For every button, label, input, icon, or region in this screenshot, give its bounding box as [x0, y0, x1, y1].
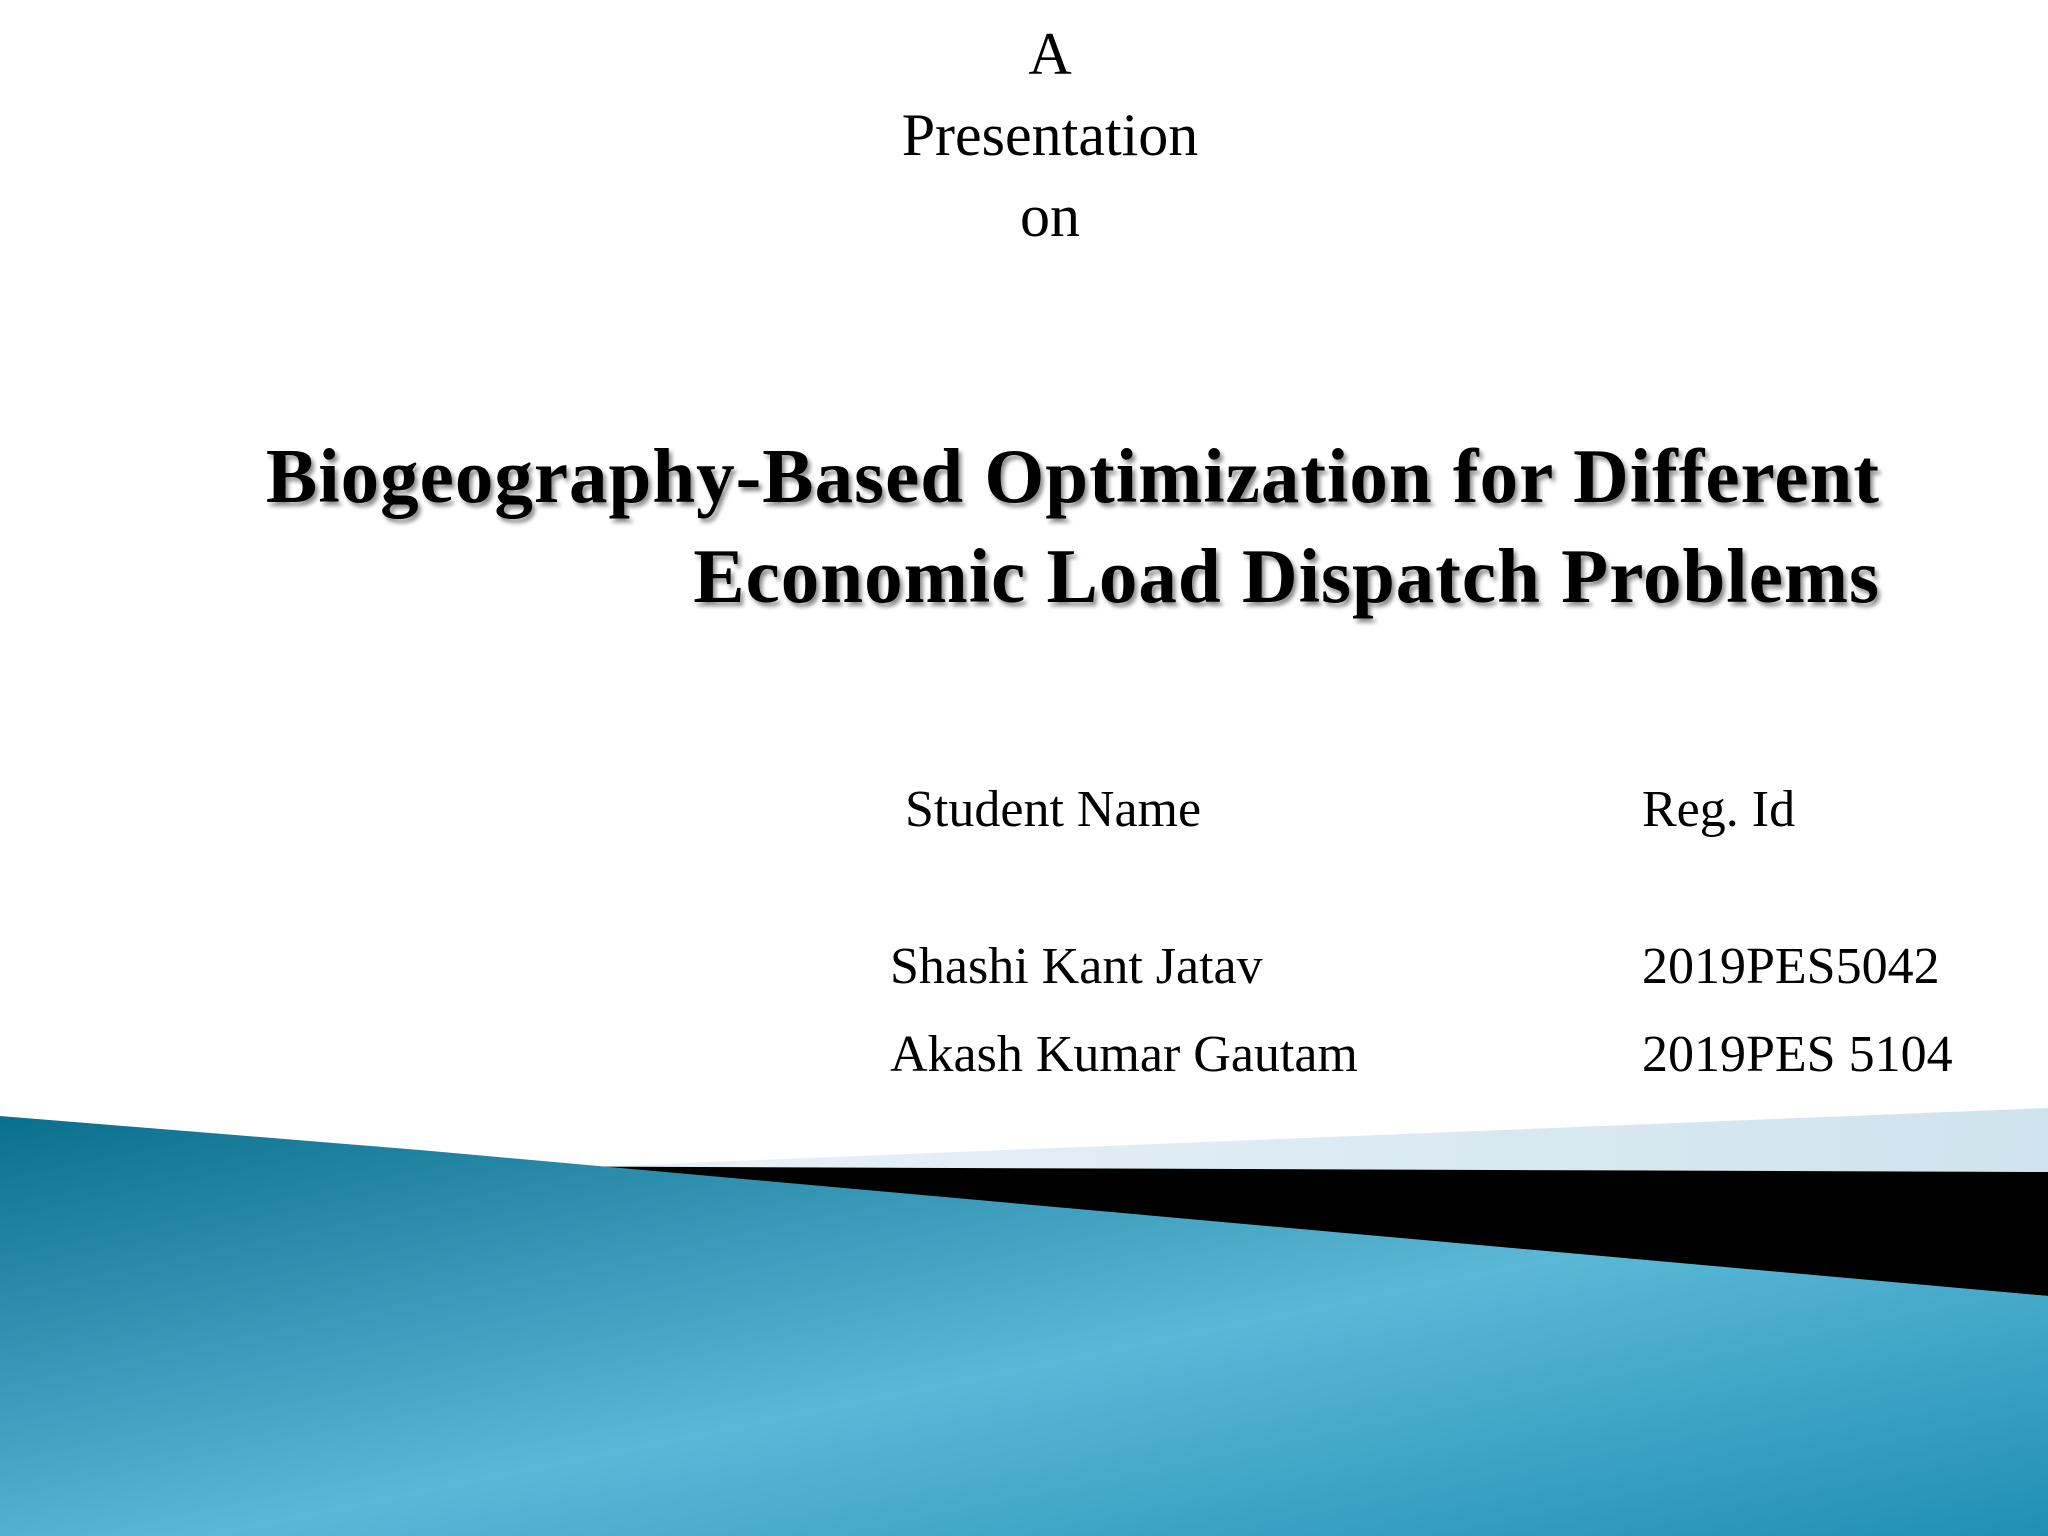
- reg-id-header: Reg. Id: [1642, 781, 1796, 838]
- intro-heading: [0, 14, 2048, 257]
- reg-id-cell: 2019PES 5104: [1642, 1026, 1953, 1083]
- title-line-1: Biogeography-Based Optimization for Different: [265, 433, 1880, 519]
- intro-line-on: on: [1020, 183, 1080, 249]
- reg-id-cell: 2019PES5042: [1642, 938, 1940, 995]
- intro-line-presentation: Presentation: [901, 102, 1199, 168]
- pale-band: [560, 1108, 2048, 1176]
- black-band: [420, 1166, 2048, 1296]
- student-name-header: Student Name: [905, 781, 1202, 838]
- teal-band: [0, 1116, 2048, 1536]
- title-line-2: Economic Load Dispatch Problems: [693, 533, 1880, 619]
- student-name-cell: Shashi Kant Jatav: [890, 938, 1263, 995]
- student-name-cell: Akash Kumar Gautam: [890, 1026, 1358, 1083]
- intro-line-a: A: [1028, 21, 1072, 87]
- slide-title: [100, 426, 1880, 626]
